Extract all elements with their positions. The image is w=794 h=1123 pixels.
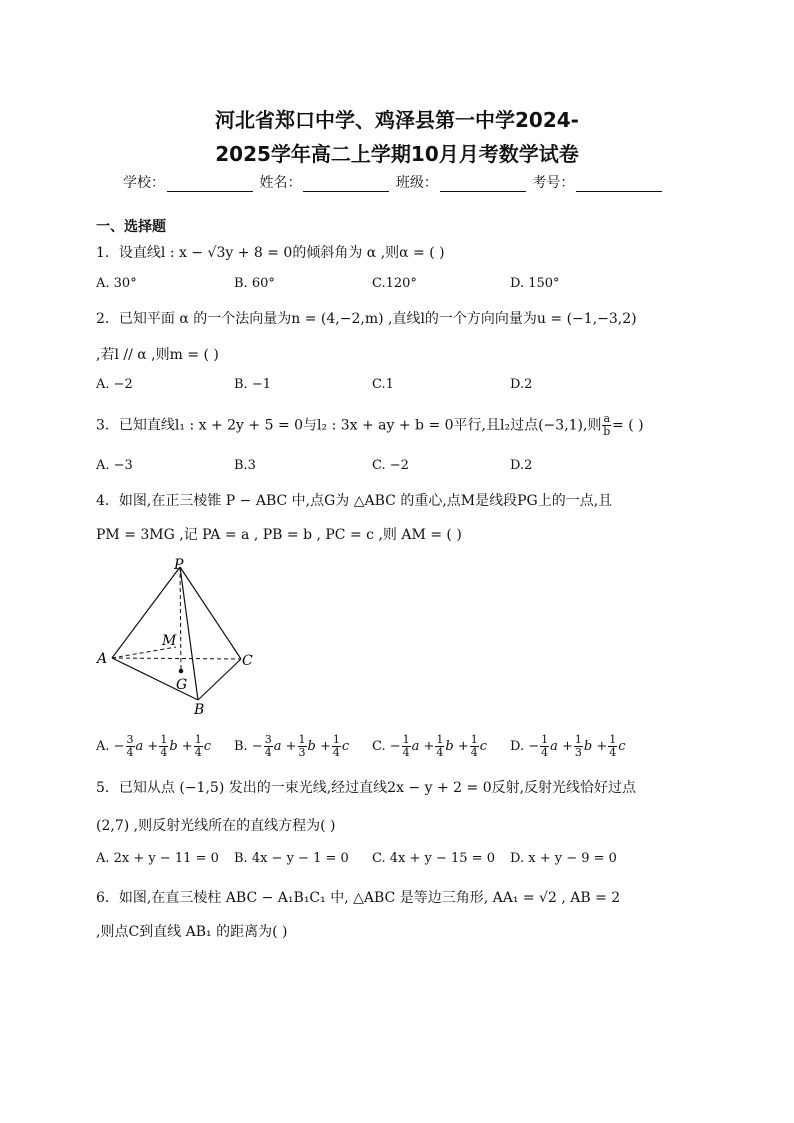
q4b-frac3: [332, 734, 341, 759]
pyramid-figure: [94, 555, 294, 715]
q4d-frac1: [540, 734, 549, 759]
edge-pc: [180, 567, 241, 659]
q4c-frac2-den: 4: [436, 746, 444, 759]
q4b-frac3-den: 4: [332, 746, 340, 759]
q4c-frac3: [470, 734, 479, 759]
q4a-frac1: [126, 734, 135, 759]
q4c-frac3-den: 4: [470, 746, 478, 759]
q4b-letter: B. −: [234, 739, 263, 754]
q1-option-d[interactable]: D. 150°: [510, 276, 560, 291]
q4d-frac2: [574, 734, 583, 759]
label-m: M: [162, 633, 177, 649]
q4a-vec-a: a +: [135, 739, 159, 754]
question-4-stem-line2: PM = 3MG ,记 PA = a , PB = b , PC = c ,则 AM = ( ): [96, 527, 462, 543]
question-3-tail: = ( ): [612, 417, 644, 434]
q4c-frac1-den: 4: [402, 746, 410, 759]
q2-option-a[interactable]: A. −2: [96, 377, 133, 392]
question-1-stem: 1．设直线l : x − √3y + 8 = 0的倾斜角为 α ,则α = ( ): [96, 245, 445, 261]
label-p: P: [174, 557, 184, 573]
q4c-letter: C. −: [372, 739, 401, 754]
question-3-text: 3．已知直线l₁ : x + 2y + 5 = 0与l₂ : 3x + ay + b = 0平行,且l₂过点(−3,1),则: [96, 417, 602, 434]
q4c-frac1: [402, 734, 411, 759]
q4a-frac2-den: 4: [160, 746, 168, 759]
q4-option-a[interactable]: [96, 734, 211, 759]
student-info-row: [123, 172, 664, 192]
q4a-vec-c: c: [203, 739, 211, 754]
q2-option-d[interactable]: D.2: [510, 377, 533, 392]
label-b: B: [194, 702, 205, 715]
q4d-vec-a: a +: [550, 739, 573, 754]
point-g: [179, 669, 184, 674]
school-blank[interactable]: [167, 178, 253, 192]
q4d-frac3: [608, 734, 617, 759]
q4a-frac2-num: 1: [160, 733, 168, 746]
name-blank[interactable]: [303, 178, 389, 192]
q5-option-a[interactable]: A. 2x + y − 11 = 0: [96, 851, 219, 866]
q4b-frac3-num: 1: [332, 733, 340, 746]
school-label: 学校：: [123, 175, 165, 191]
section-title: 一、选择题: [96, 219, 166, 235]
a-over-b-fraction: [602, 413, 611, 438]
exam-title-line2: 2025学年高二上学期10月月考数学试卷: [215, 142, 579, 166]
q4a-frac2: [159, 734, 168, 759]
q1-option-b[interactable]: B. 60°: [234, 276, 275, 291]
q4d-frac2-den: 3: [574, 746, 582, 759]
question-4-stem-line1: 4．如图,在正三棱锥 P − ABC 中,点G为 △ABC 的重心,点M是线段PG上的一点,且: [96, 493, 613, 509]
label-c: C: [242, 653, 253, 669]
question-5-stem-line2: (2,7) ,则反射光线所在的直线方程为( ): [96, 818, 336, 834]
q4b-vec-c: c: [341, 739, 350, 754]
q4b-frac2: [298, 734, 307, 759]
exam-no-label: 考号：: [532, 175, 575, 191]
q4c-frac2-num: 1: [436, 733, 444, 746]
q5-option-c[interactable]: C. 4x + y − 15 = 0: [372, 851, 495, 866]
class-blank[interactable]: [440, 178, 526, 192]
q4-option-b[interactable]: [234, 734, 349, 759]
q4b-vec-a: a +: [273, 739, 297, 754]
q4d-frac2-num: 1: [574, 733, 582, 746]
q4d-letter: D. −: [510, 739, 540, 754]
question-2-stem-line2: ,若l // α ,则m = ( ): [96, 347, 219, 363]
q2-option-b[interactable]: B. −1: [234, 377, 271, 392]
name-label: 姓名：: [259, 175, 302, 191]
q4a-frac3-den: 4: [194, 746, 202, 759]
q3-option-d[interactable]: D.2: [510, 458, 533, 473]
q5-option-b[interactable]: B. 4x − y − 1 = 0: [234, 851, 349, 866]
q4d-frac1-num: 1: [541, 733, 549, 746]
edge-bc: [198, 659, 241, 700]
q5-option-d[interactable]: D. x + y − 9 = 0: [510, 851, 617, 866]
q4d-frac3-num: 1: [609, 733, 617, 746]
question-5-stem-line1: 5．已知从点 (−1,5) 发出的一束光线,经过直线2x − y + 2 = 0反射,反射光线恰好过点: [96, 780, 637, 796]
q4b-frac1-den: 4: [264, 746, 272, 759]
q4a-frac1-num: 3: [126, 733, 134, 746]
q4-option-d[interactable]: [510, 734, 626, 759]
q4b-frac1: [264, 734, 273, 759]
q4a-frac3: [194, 734, 203, 759]
q4-option-c[interactable]: [372, 734, 487, 759]
label-g: G: [176, 677, 188, 693]
q3-option-c[interactable]: C. −2: [372, 458, 409, 473]
question-2-stem-line1: 2．已知平面 α 的一个法向量为n = (4,−2,m) ,直线l的一个方向向量为u = (−1,−3,2): [96, 311, 637, 327]
q4d-vec-c: c: [618, 739, 626, 754]
q4c-vec-b: b +: [445, 739, 469, 754]
q4a-frac3-num: 1: [194, 733, 202, 746]
q4d-frac1-den: 4: [541, 746, 549, 759]
q2-option-c[interactable]: C.1: [372, 377, 394, 392]
exam-no-blank[interactable]: [576, 178, 662, 192]
q4b-frac1-num: 3: [264, 733, 272, 746]
q4b-frac2-num: 1: [298, 733, 306, 746]
q4a-vec-b: b +: [169, 739, 193, 754]
q3-option-a[interactable]: A. −3: [96, 458, 133, 473]
segment-pg: [180, 567, 181, 671]
q4c-frac2: [435, 734, 444, 759]
edge-ac-hidden: [112, 658, 241, 659]
question-6-stem-line2: ,则点C到直线 AB₁ 的距离为( ): [96, 924, 288, 940]
q4b-vec-b: b +: [307, 739, 331, 754]
q4c-vec-a: a +: [411, 739, 435, 754]
q4c-vec-c: c: [479, 739, 488, 754]
q4a-letter: A. −: [96, 739, 125, 754]
class-label: 班级：: [395, 175, 438, 191]
q1-option-a[interactable]: A. 30°: [96, 276, 137, 291]
q1-option-c[interactable]: C.120°: [372, 276, 417, 291]
q4d-frac3-den: 4: [609, 746, 617, 759]
question-3-stem: [96, 413, 644, 438]
q4d-vec-b: b +: [583, 739, 608, 754]
frac-denominator: b: [603, 425, 611, 438]
q3-option-b[interactable]: B.3: [234, 458, 256, 473]
frac-numerator: a: [603, 412, 611, 425]
q4c-frac1-num: 1: [402, 733, 410, 746]
q4b-frac2-den: 3: [298, 746, 306, 759]
exam-title-line1: 河北省郑口中学、鸡泽县第一中学2024-: [215, 108, 579, 132]
q4c-frac3-num: 1: [470, 733, 478, 746]
q4a-frac1-den: 4: [126, 746, 134, 759]
question-6-stem-line1: 6．如图,在直三棱柱 ABC − A₁B₁C₁ 中, △ABC 是等边三角形, AA₁ = √2 , AB = 2: [96, 890, 621, 906]
label-a: A: [97, 651, 108, 667]
